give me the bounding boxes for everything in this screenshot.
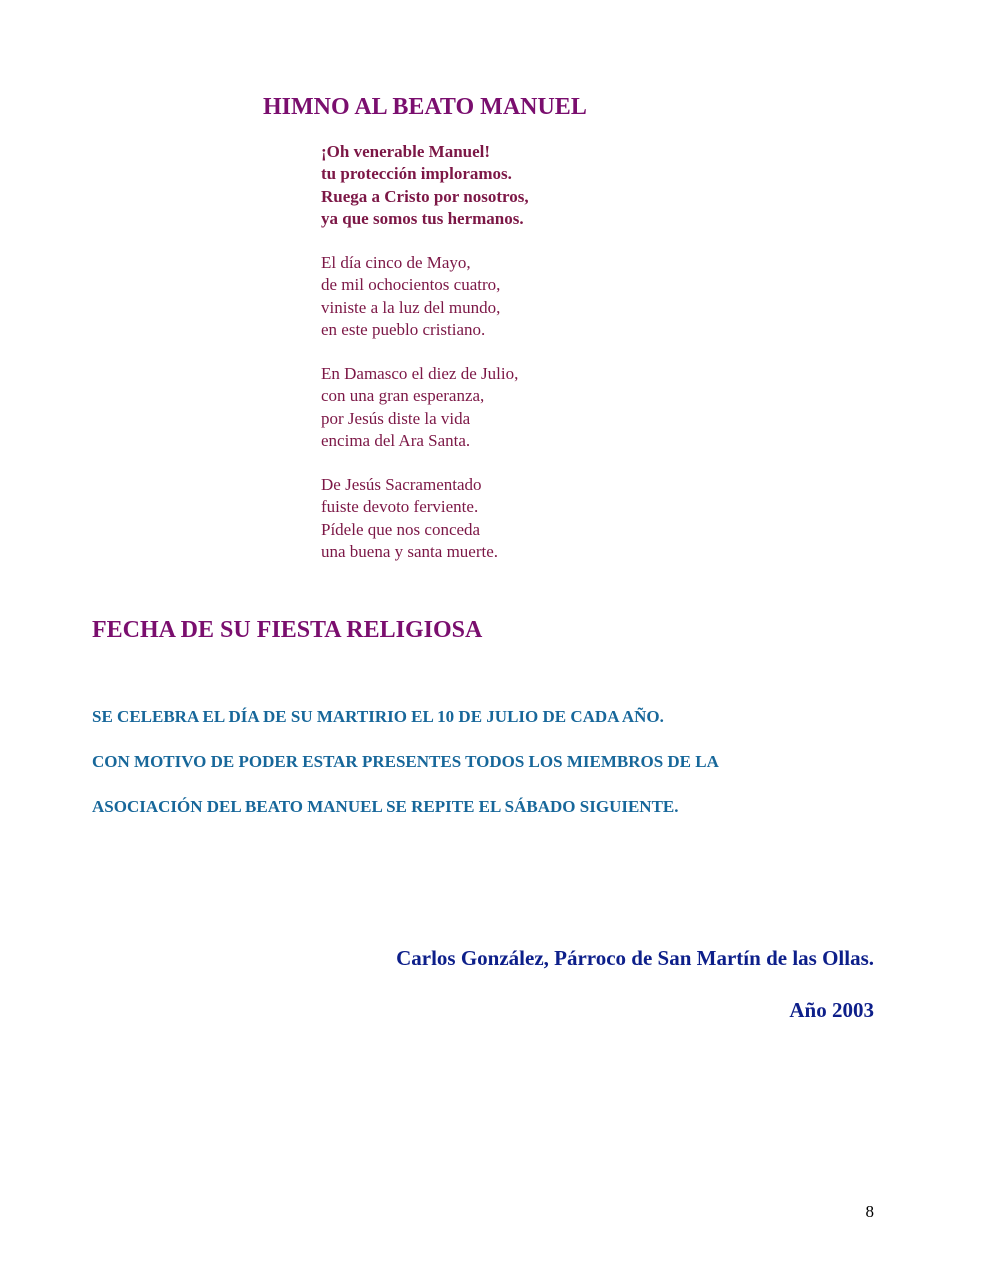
stanza-line: Pídele que nos conceda	[321, 519, 481, 539]
stanza-line: tu protección imploramos.	[321, 164, 512, 184]
stanza-line: El día cinco de Mayo,	[321, 253, 471, 272]
stanza-line: De Jesús Sacramentado	[321, 475, 482, 494]
page-number: 8	[865, 1202, 874, 1221]
signature-author: Carlos González, Párroco de San Martín de las Ollas.	[396, 946, 874, 970]
stanza-line: por Jesús diste la vida	[321, 408, 471, 428]
hymn-title: HIMNO AL BEATO MANUEL	[263, 94, 587, 120]
stanza-line: encima del Ara Santa.	[321, 430, 471, 450]
stanza-line: en este pueblo cristiano.	[321, 319, 486, 339]
hymn-stanza-2	[321, 252, 500, 341]
stanza-line: viniste a la luz del mundo,	[321, 297, 501, 317]
stanza-line: ¡Oh venerable Manuel!	[321, 142, 491, 161]
feast-line: CON MOTIVO DE PODER ESTAR PRESENTES TODOS LOS MIEMBROS DE LA	[92, 752, 719, 771]
stanza-line: ya que somos tus hermanos.	[321, 208, 524, 228]
stanza-line: una buena y santa muerte.	[321, 541, 499, 561]
stanza-line: En Damasco el diez de Julio,	[321, 364, 519, 383]
hymn-stanza-4	[321, 474, 498, 563]
signature-year: Año 2003	[789, 998, 874, 1022]
feast-line: ASOCIACIÓN DEL BEATO MANUEL SE REPITE EL SÁBADO SIGUIENTE.	[92, 797, 679, 816]
stanza-line: con una gran esperanza,	[321, 386, 485, 406]
stanza-line: de mil ochocientos cuatro,	[321, 275, 501, 295]
stanza-line: fuiste devoto ferviente.	[321, 497, 479, 517]
hymn-stanza-1	[321, 141, 529, 230]
feast-line: SE CELEBRA EL DÍA DE SU MARTIRIO EL 10 DE JULIO DE CADA AÑO.	[92, 707, 664, 726]
feast-section-title: FECHA DE SU FIESTA RELIGIOSA	[92, 617, 483, 643]
stanza-line: Ruega a Cristo por nosotros,	[321, 186, 529, 206]
hymn-stanza-3	[321, 363, 518, 452]
